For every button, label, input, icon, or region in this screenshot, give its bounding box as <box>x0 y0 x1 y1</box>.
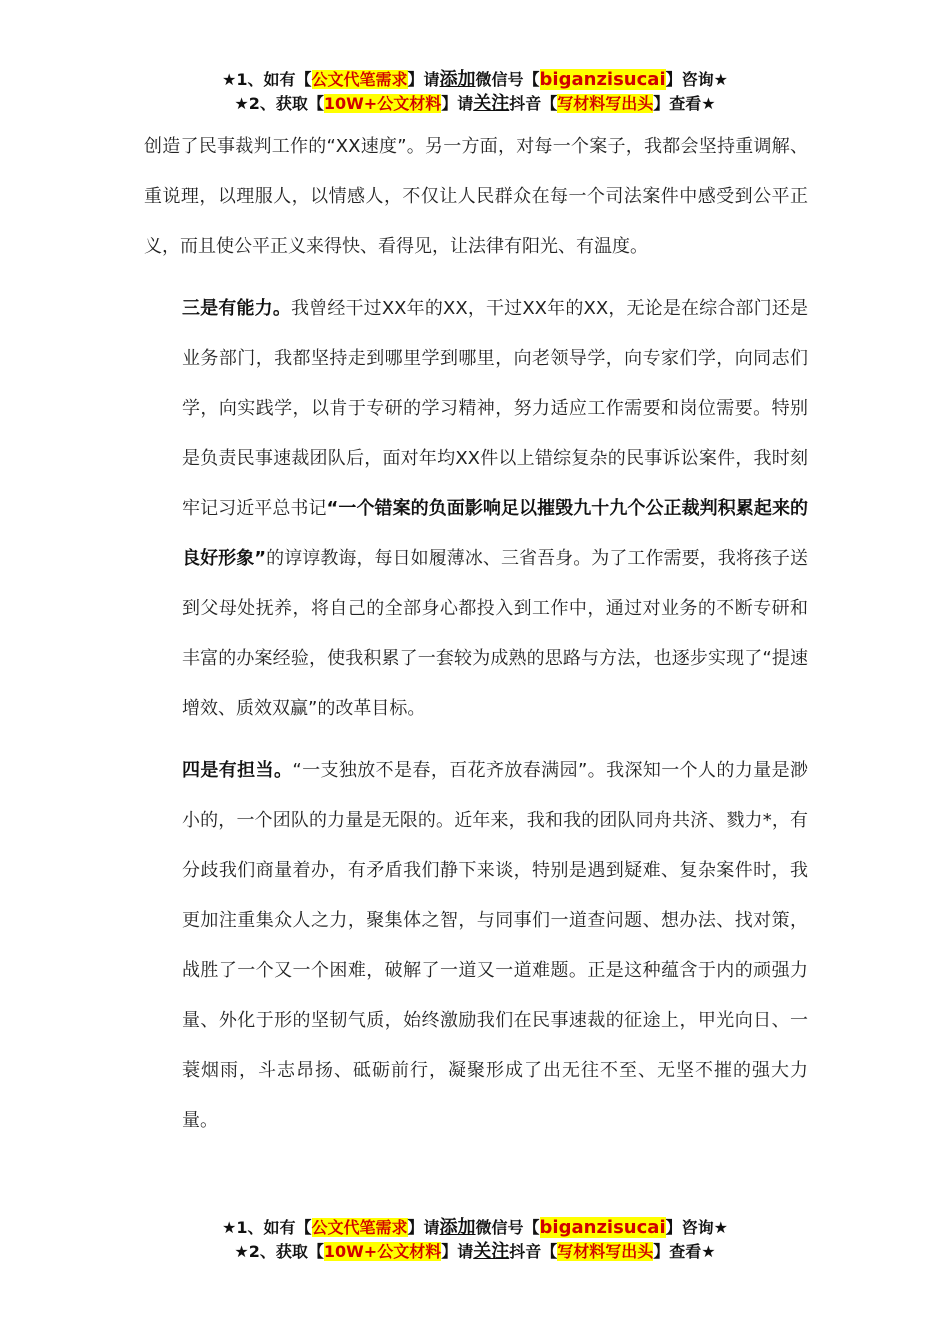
document-body <box>144 122 808 1146</box>
highlight-douyin: 写材料写出头 <box>557 1242 654 1261</box>
quote-bold: “一个错案的负面影响足以摧毁九十九个公正裁判积累起来的良好形象” <box>182 498 809 569</box>
header-banner <box>0 68 950 116</box>
paragraph-lead: 三是有能力。 <box>182 298 292 319</box>
banner-line-2: ★2、获取【10W+公文材料】请关注抖音【写材料写出头】查看★ <box>234 93 716 114</box>
banner-line-2: ★2、获取【10W+公文材料】请关注抖音【写材料写出头】查看★ <box>234 1241 716 1262</box>
highlight-wechat-id: biganzisucai <box>539 1217 666 1238</box>
banner-line-1: ★1、如有【公文代笔需求】请添加微信号【biganzisucai】咨询★ <box>222 69 728 90</box>
highlight-materials: 10W+公文材料 <box>323 94 442 113</box>
paragraph-responsibility: 四是有担当。“一支独放不是春，百花齐放春满园”。我深知一个人的力量是渺小的，一个团队的力量是无限的。近年来，我和我的团队同舟共济、戮力*，有分歧我们商量着办，有矛盾我们静下来谈，特别是遇到疑难、复杂案件时，我更加注重集众人之力，聚集体之智，与同事们一道查问题、想办法、找对策，战胜了一个又一个困难，破解了一道又一道难题。正是这种蕴含于内的顽强力量、外化于形的坚韧气质，始终激励我们在民事速裁的征途上，甲光向日、一蓑烟雨，斗志昂扬、砥砺前行，凝聚形成了出无往不至、无坚不摧的强大力量。 <box>182 760 808 1131</box>
footer-banner <box>0 1216 950 1264</box>
highlight-wechat-id: biganzisucai <box>539 69 666 90</box>
highlight-douyin: 写材料写出头 <box>557 94 654 113</box>
paragraph-lead: 四是有担当。 <box>182 760 293 781</box>
paragraph-continued: 创造了民事裁判工作的“XX速度”。另一方面，对每一个案子，我都会坚持重调解、重说理，以理服人，以情感人，不仅让人民群众在每一个司法案件中感受到公平正义，而且使公平正义来得快、看得见，让法律有阳光、有温度。 <box>144 136 808 257</box>
highlight-service: 公文代笔需求 <box>311 70 408 89</box>
highlight-service: 公文代笔需求 <box>311 1218 408 1237</box>
banner-line-1: ★1、如有【公文代笔需求】请添加微信号【biganzisucai】咨询★ <box>222 1217 728 1238</box>
paragraph-ability: 三是有能力。我曾经干过XX年的XX，干过XX年的XX，无论是在综合部门还是业务部门，我都坚持走到哪里学到哪里，向老领导学，向专家们学，向同志们学，向实践学，以肯于专研的学习精神，努力适应工作需要和岗位需要。特别是负责民事速裁团队后，面对年均XX件以上错综复杂的民事诉讼案件，我时刻牢记习近平总书记“一个错案的负面影响足以摧毁九十九个公正裁判积累起来的良好形象”的谆谆教诲，每日如履薄冰、三省吾身。为了工作需要，我将孩子送到父母处抚养，将自己的全部身心都投入到工作中，通过对业务的不断专研和丰富的办案经验，使我积累了一套较为成熟的思路与方法，也逐步实现了“提速增效、质效双赢”的改革目标。 <box>182 298 809 719</box>
highlight-materials: 10W+公文材料 <box>323 1242 442 1261</box>
